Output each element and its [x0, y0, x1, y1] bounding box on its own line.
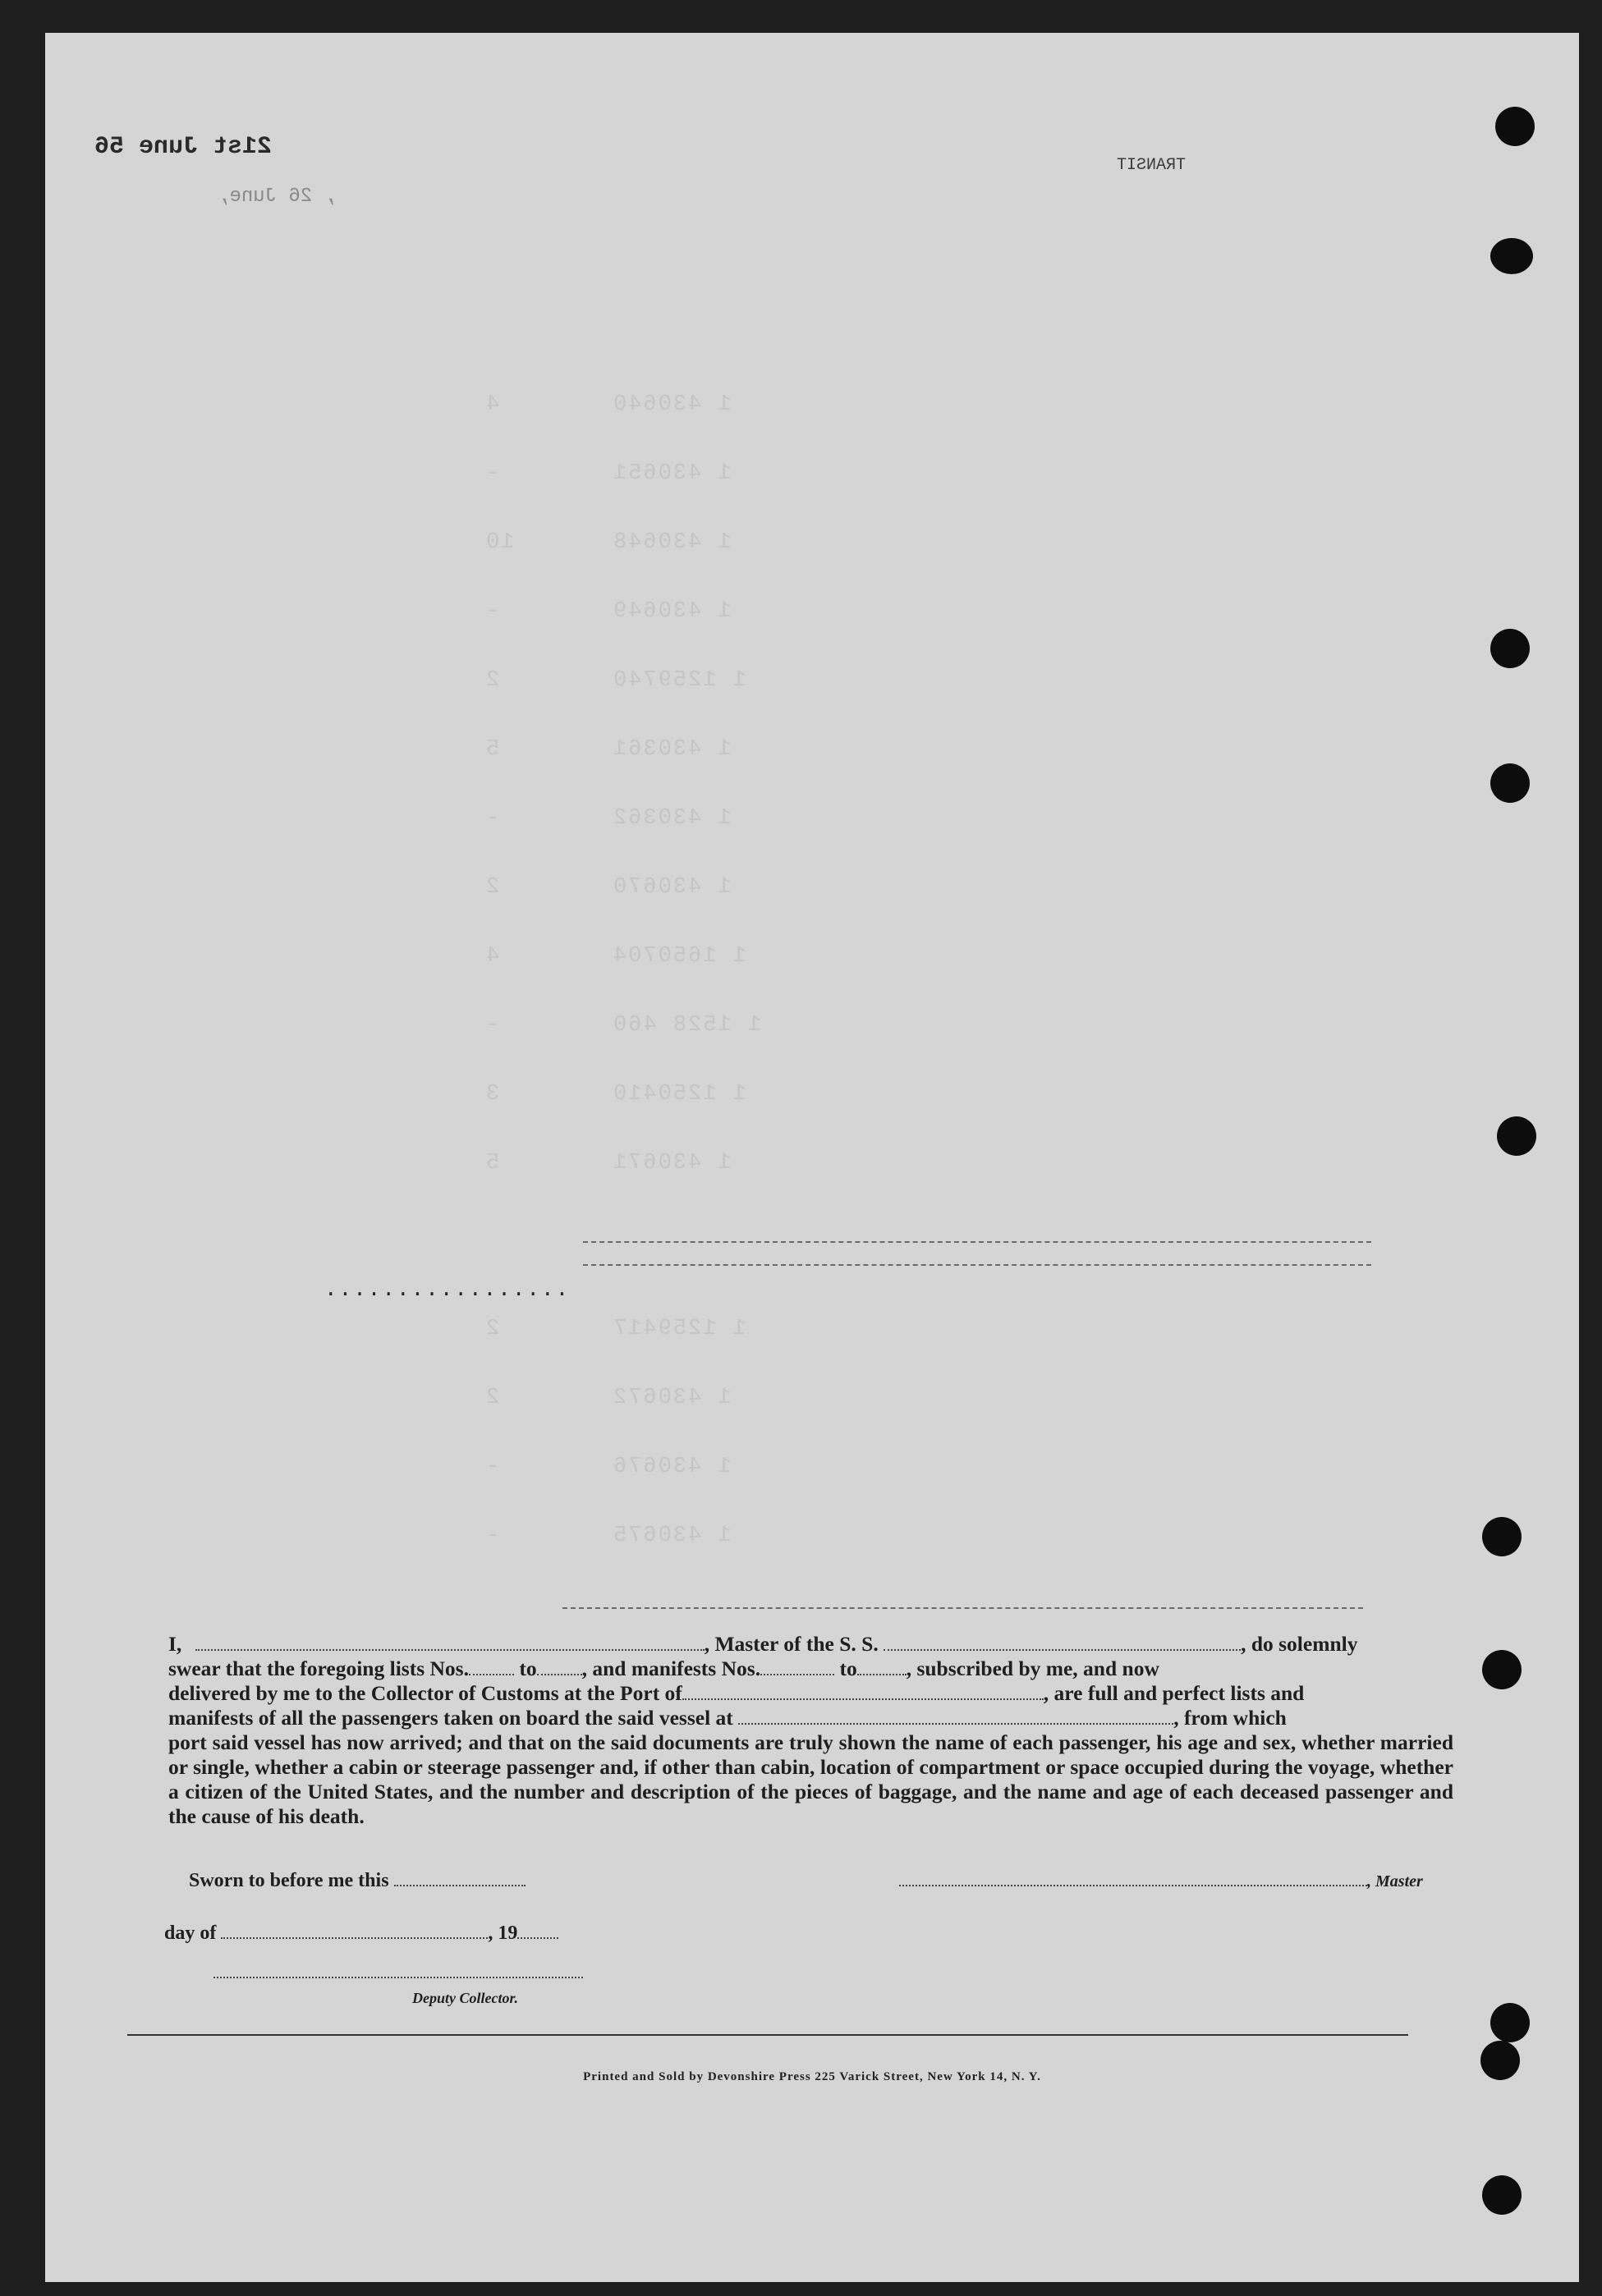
master-name-field[interactable] [195, 1634, 705, 1651]
bleed-through-count: - [484, 1455, 500, 1479]
separator-dashed-line [583, 1241, 1371, 1243]
bleed-through-count: 5 [484, 737, 500, 762]
punch-hole [1482, 1650, 1522, 1689]
bleed-through-count: 3 [484, 1082, 500, 1107]
punch-hole [1490, 238, 1533, 274]
oath-swear: swear that the foregoing lists Nos. [168, 1657, 469, 1680]
bleed-through-number: 1 1259740 [612, 668, 746, 693]
port-field[interactable] [682, 1684, 1044, 1700]
deputy-signature-field[interactable] [213, 1962, 583, 1978]
imprint-rule [127, 2034, 1408, 2036]
lists-from-field[interactable] [469, 1659, 514, 1675]
dotted-line: ................. [324, 1277, 571, 1302]
day-of-label: day of , 19 [164, 1922, 558, 1945]
bleed-through-count: - [484, 1524, 500, 1548]
day-of-field[interactable] [221, 1922, 488, 1939]
bleed-through-transit: TRANSIT [1117, 156, 1187, 175]
bleed-through-count: - [484, 599, 500, 624]
oath-body: port said vessel has now arrived; and that on the said documents are truly shown the name of each passenger, his age and sex, whether married or single, whether a cabin or steerage passenger and, if other than cabin, location of compartment or space occupied during the voyage, whether a citizen of the United States, and the number and description of the pieces of baggage, and the name and age of each deceased passenger and the cause of his death. [168, 1730, 1453, 1828]
bleed-through-number: 1 430649 [612, 599, 732, 624]
bleed-through-count: 4 [484, 392, 500, 417]
sworn-date-field[interactable] [394, 1870, 526, 1886]
bleed-through-count: 4 [484, 944, 500, 969]
punch-hole [1482, 1517, 1522, 1556]
bleed-through-number: 1 1650704 [612, 944, 746, 969]
manifests-to-field[interactable] [857, 1659, 907, 1675]
punch-hole [1482, 2175, 1522, 2215]
oath-subscribed: , subscribed by me, and now [906, 1657, 1159, 1680]
bleed-through-count: - [484, 1013, 500, 1038]
separator-dashed-line [562, 1607, 1363, 1609]
bleed-through-number: 1 430362 [612, 806, 732, 831]
oath-i: I, [168, 1632, 182, 1656]
bleed-through-number: 1 430640 [612, 392, 732, 417]
bleed-through-count: - [484, 806, 500, 831]
master-signature-field[interactable] [899, 1870, 1367, 1886]
bleed-through-number: 1 1259417 [612, 1317, 746, 1341]
oath-master-of: , Master of the S. S. [704, 1632, 879, 1656]
bleed-through-number: 1 1528 460 [612, 1013, 762, 1038]
bleed-through-subdate: , 26 June, [218, 186, 337, 208]
oath-paragraph [168, 1632, 1453, 1829]
bleed-through-number: 1 430672 [612, 1386, 732, 1410]
bleed-through-count: 2 [484, 1317, 500, 1341]
oath-to: to [519, 1657, 537, 1680]
punch-hole [1490, 629, 1530, 668]
vessel-name-field[interactable] [884, 1634, 1241, 1651]
manifests-from-field[interactable] [760, 1659, 834, 1675]
oath-and-manifests: , and manifests Nos. [581, 1657, 761, 1680]
bleed-through-number: 1 430361 [612, 737, 732, 762]
bleed-through-count: 2 [484, 875, 500, 900]
punch-hole [1497, 1116, 1536, 1156]
bleed-through-number: 1 430676 [612, 1455, 732, 1479]
punch-hole [1490, 2003, 1530, 2042]
bleed-through-number: 1 430675 [612, 1524, 732, 1548]
oath-manifests-all: manifests of all the passengers taken on board the said vessel at [168, 1706, 733, 1730]
oath-are-full: , are full and perfect lists and [1043, 1681, 1305, 1705]
departure-port-field[interactable] [738, 1708, 1173, 1725]
punch-hole [1495, 107, 1535, 146]
bleed-through-count: 2 [484, 668, 500, 693]
bleed-through-number: 1 430651 [612, 461, 732, 486]
bleed-through-date: 21st June 56 [94, 133, 273, 161]
separator-dashed-line [583, 1264, 1371, 1266]
bleed-through-count: 5 [484, 1151, 500, 1175]
bleed-through-count: - [484, 461, 500, 486]
oath-to-2: to [839, 1657, 857, 1680]
oath-solemnly: , do solemnly [1241, 1632, 1358, 1656]
lists-to-field[interactable] [537, 1659, 582, 1675]
deputy-collector-line [213, 1962, 583, 1978]
bleed-through-count: 2 [484, 1386, 500, 1410]
bleed-through-number: 1 1250410 [612, 1082, 746, 1107]
bleed-through-number: 1 430671 [612, 1151, 732, 1175]
printer-imprint: Printed and Sold by Devonshire Press 225 Varick Street, New York 14, N. Y. [583, 2070, 1041, 2083]
bleed-through-count: 10 [484, 530, 515, 555]
oath-from-which: , from which [1173, 1706, 1287, 1730]
punch-hole [1490, 763, 1530, 803]
bleed-through-number: 1 430648 [612, 530, 732, 555]
bleed-through-number: 1 430670 [612, 875, 732, 900]
oath-delivered: delivered by me to the Collector of Customs at the Port of [168, 1681, 682, 1705]
sworn-to-label: Sworn to before me this [189, 1870, 526, 1892]
manifest-page [45, 33, 1579, 2282]
master-signature-line: , Master [899, 1870, 1423, 1892]
year-field[interactable] [517, 1922, 558, 1939]
deputy-collector-label: Deputy Collector. [412, 1990, 518, 2006]
